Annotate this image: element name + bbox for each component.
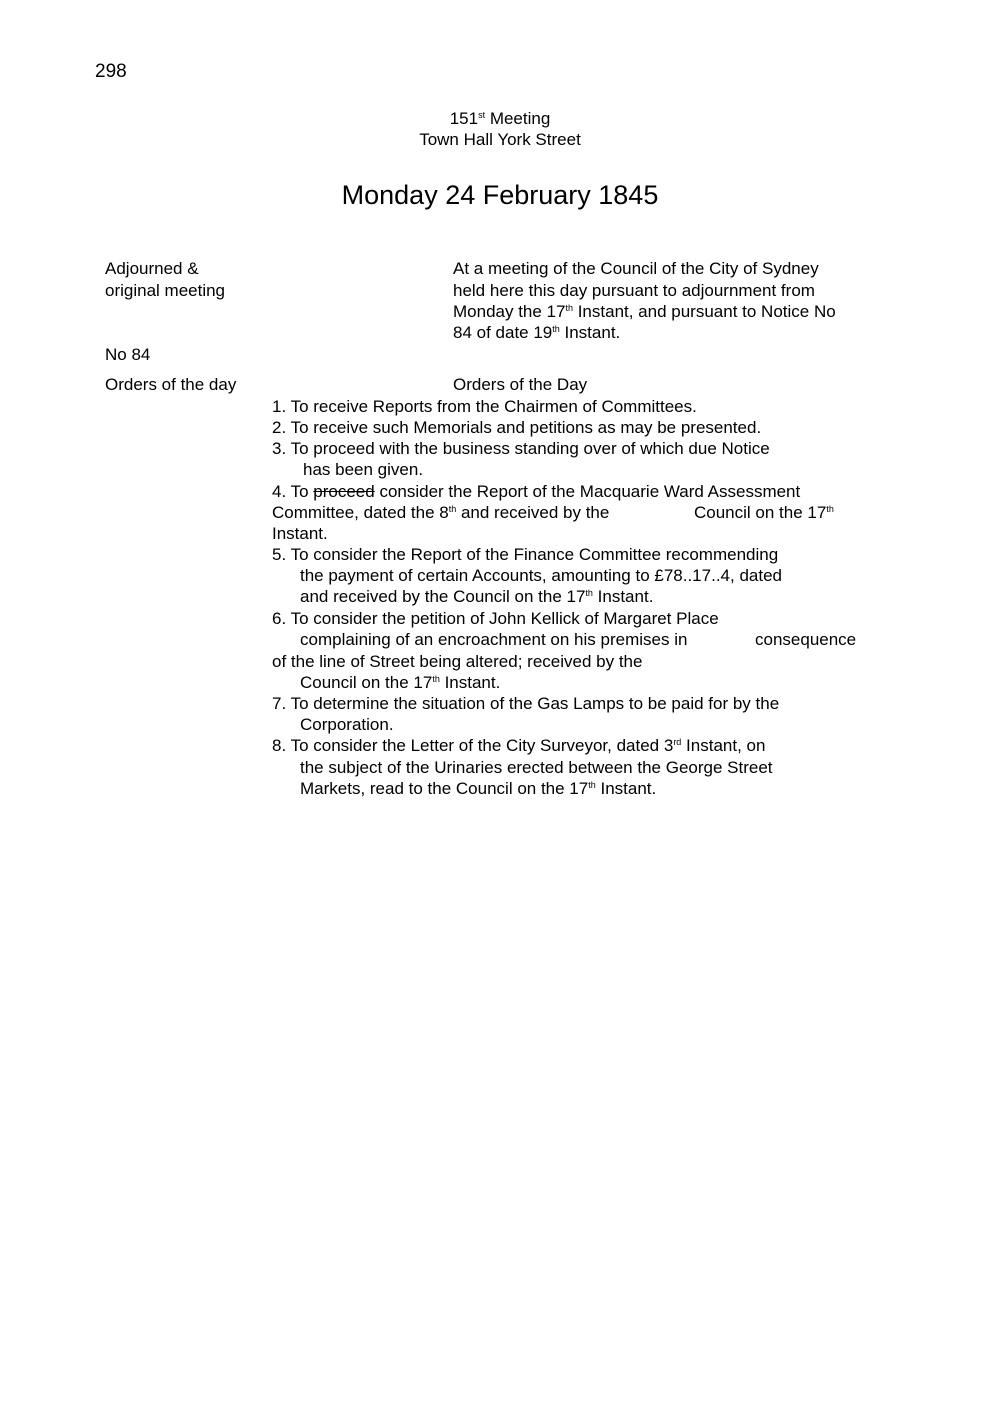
- meeting-number: 151st Meeting: [449, 109, 551, 128]
- meeting-date-title: Monday 24 February 1845: [341, 180, 659, 210]
- margin-note-orders: Orders of the day: [105, 375, 237, 394]
- page-number: 298: [95, 61, 127, 82]
- meeting-venue: Town Hall York Street: [419, 130, 581, 149]
- orders-heading: Orders of the Day: [453, 375, 588, 394]
- struck-word: proceed: [313, 482, 375, 501]
- margin-note-notice: No 84: [105, 345, 151, 364]
- order-item-1: 1. To receive Reports from the Chairmen of Committees.: [272, 397, 697, 416]
- order-item-2: 2. To receive such Memorials and petitions as may be presented.: [272, 418, 762, 437]
